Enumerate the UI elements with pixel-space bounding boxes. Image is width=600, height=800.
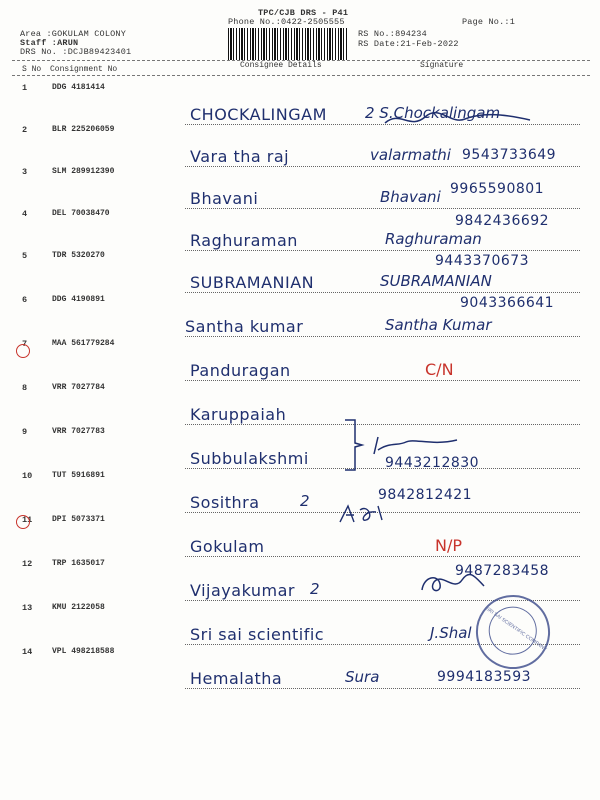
header-rule-bottom — [12, 75, 590, 76]
signature-text: valarmathi — [370, 146, 451, 164]
consignee-name: Panduragan — [190, 361, 291, 380]
row-number: 5 — [22, 251, 28, 261]
phone-handwritten: 9842812421 — [378, 487, 473, 503]
consignment-number: VRR 7027783 — [52, 427, 105, 436]
row-number: 1 — [22, 83, 28, 93]
signature-text: C/N — [425, 360, 454, 379]
signature-scribble-8 — [372, 432, 462, 462]
consignee-name: Karuppaiah — [190, 405, 287, 424]
consignment-number: TUT 5916891 — [52, 471, 105, 480]
signature-scribble-12 — [418, 568, 488, 598]
row-number: 7 — [22, 339, 28, 349]
rs-date: RS Date:21-Feb-2022 — [358, 39, 459, 49]
entry-dotted-line — [185, 292, 580, 293]
consignment-number: MAA 561779284 — [52, 339, 115, 348]
entry-dotted-line — [185, 380, 580, 381]
consignment-number: DDG 4190891 — [52, 295, 105, 304]
phone-handwritten: 9443370673 — [435, 253, 530, 269]
signature-text: 2 S.Chockalingam — [365, 104, 501, 122]
consignment-number: VRR 7027784 — [52, 383, 105, 392]
consignee-name: Hemalatha — [190, 669, 283, 688]
row-number: 9 — [22, 427, 28, 437]
signature-text: Raghuraman — [385, 230, 482, 248]
phone-handwritten: 9487283458 — [455, 563, 550, 579]
col-consignee: Consignee Details — [240, 61, 322, 70]
signature-text: 2 — [310, 580, 320, 598]
row-number: 12 — [22, 559, 33, 569]
col-consignment: Consignment No — [50, 65, 118, 74]
red-circle-row-11 — [16, 515, 33, 529]
consignee-name: Raghuraman — [190, 231, 298, 250]
consignee-name: Vara tha raj — [190, 147, 290, 166]
consignment-number: KMU 2122058 — [52, 603, 105, 612]
consignee-name: Vijayakumar — [190, 581, 295, 600]
entry-dotted-line — [185, 424, 580, 425]
consignee-name: SUBRAMANIAN — [190, 273, 315, 292]
entry-dotted-line — [185, 208, 580, 209]
consignee-name: Bhavani — [190, 189, 259, 208]
consignee-name: Santha kumar — [185, 317, 304, 336]
phone-handwritten: 9842436692 — [455, 213, 550, 229]
col-sno: S No — [22, 65, 42, 74]
entry-dotted-line — [185, 336, 580, 337]
phone-handwritten: 9043366641 — [460, 295, 555, 311]
consignment-number: SLM 289912390 — [52, 167, 115, 176]
row-number: 4 — [22, 209, 28, 219]
consignment-number: BLR 225206059 — [52, 125, 115, 134]
row-number: 14 — [22, 647, 33, 657]
consignment-number: TDR 5320270 — [52, 251, 105, 260]
row-number: 3 — [22, 167, 28, 177]
phone-number: Phone No.:0422-2505555 — [228, 17, 345, 27]
signature-text: SUBRAMANIAN — [380, 272, 492, 290]
signature-scribble-1 — [380, 105, 540, 135]
signature-scribble-10 — [338, 502, 398, 527]
row-number: 6 — [22, 295, 28, 305]
consignment-number: DDG 4181414 — [52, 83, 105, 92]
entry-dotted-line — [185, 468, 580, 469]
consignee-name: Sri sai scientific — [190, 625, 325, 644]
row-number: 13 — [22, 603, 33, 613]
consignment-number: DEL 70038470 — [52, 209, 110, 218]
row-number: 11 — [22, 515, 33, 525]
consignment-number: DPI 5073371 — [52, 515, 105, 524]
area-label: Area :GOKULAM COLONY — [20, 29, 127, 39]
stamp-text: SRI SAI SCIENTIFIC COMPANY — [484, 605, 548, 653]
drs-number: DRS No. :DCJB89423401 — [20, 47, 132, 57]
phone-handwritten: 9443212830 — [385, 455, 480, 471]
brace-mark — [340, 415, 370, 475]
row-number: 8 — [22, 383, 28, 393]
phone-handwritten: 9994183593 — [437, 669, 532, 685]
consignee-name: Gokulam — [190, 537, 265, 556]
consignee-name: CHOCKALINGAM — [190, 105, 327, 124]
signature-text: J.Shal — [430, 624, 472, 642]
consignee-name: Subbulakshmi — [190, 449, 309, 468]
drs-title: TPC/CJB DRS - P41 — [258, 8, 349, 18]
signature-text: 2 — [300, 492, 310, 510]
red-circle-row-7 — [16, 344, 30, 358]
signature-text: N/P — [435, 536, 463, 555]
row-number: 2 — [22, 125, 28, 135]
page-number: Page No.:1 — [462, 17, 516, 27]
entry-dotted-line — [185, 166, 580, 167]
consignment-number: TRP 1635017 — [52, 559, 105, 568]
phone-handwritten: 9543733649 — [462, 147, 557, 163]
consignment-number: VPL 498218588 — [52, 647, 115, 656]
rs-number: RS No.:894234 — [358, 29, 427, 39]
staff-label: Staff :ARUN — [20, 38, 79, 48]
row-number: 10 — [22, 471, 33, 481]
consignee-name: Sosithra — [190, 493, 260, 512]
signature-text: Bhavani — [380, 188, 441, 206]
barcode — [228, 28, 348, 60]
entry-dotted-line — [185, 688, 580, 689]
entry-dotted-line — [185, 250, 580, 251]
col-signature: Signature — [420, 61, 464, 70]
phone-handwritten: 9965590801 — [450, 181, 545, 197]
entry-dotted-line — [185, 556, 580, 557]
signature-text: Sura — [345, 668, 380, 686]
signature-text: Santha Kumar — [385, 316, 492, 334]
